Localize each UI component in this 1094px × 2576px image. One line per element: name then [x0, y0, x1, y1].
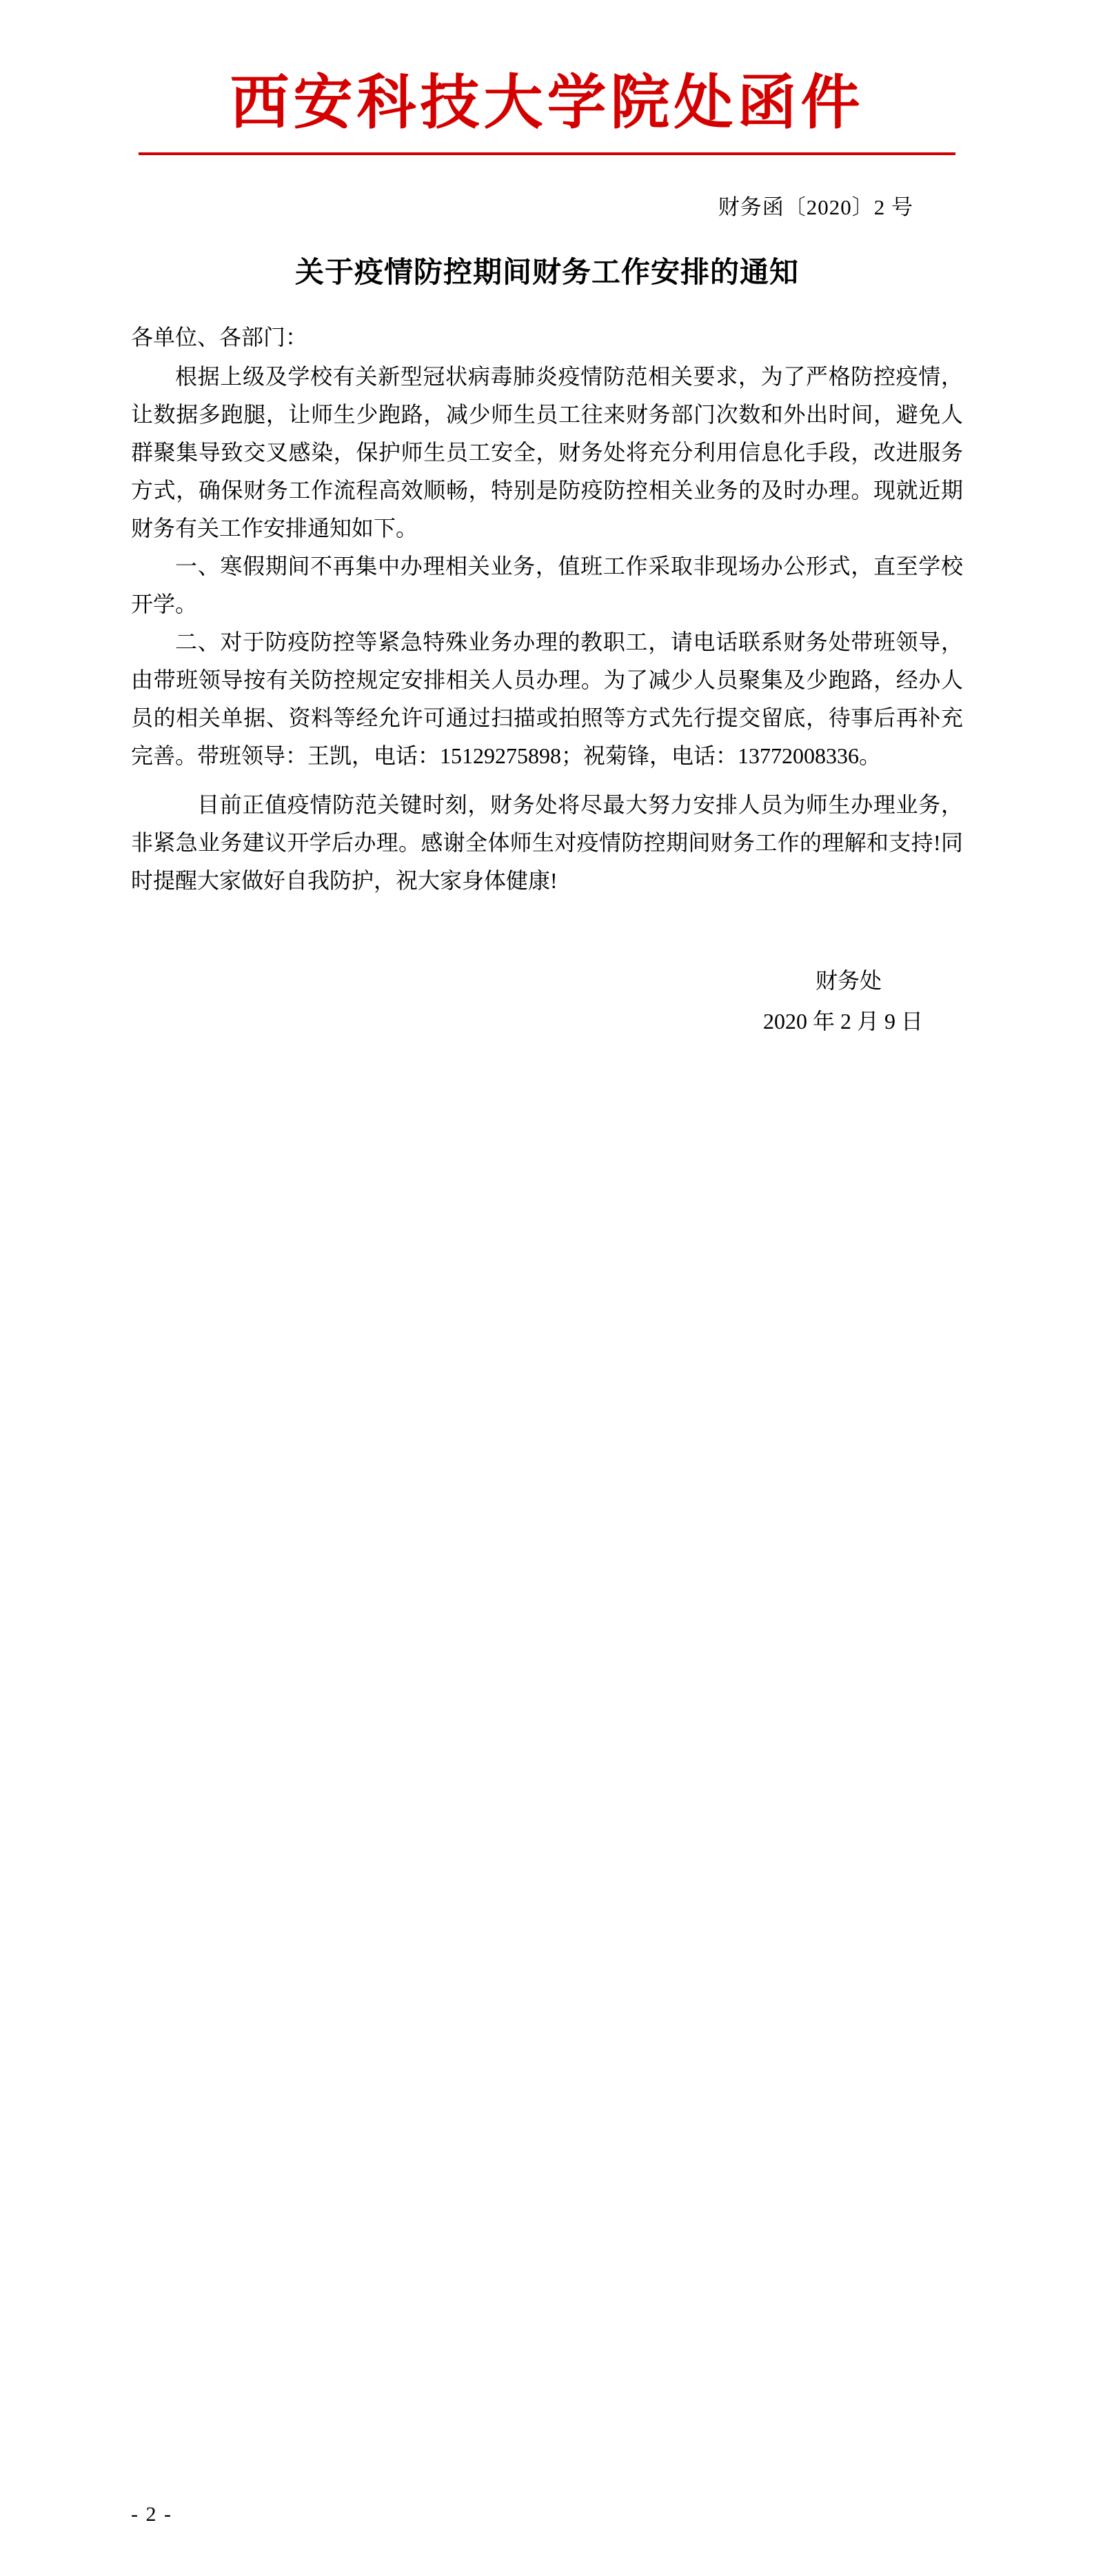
signature-department: 财务处	[815, 968, 882, 994]
page-number: - 2 -	[131, 2503, 172, 2526]
body-paragraph-1: 根据上级及学校有关新型冠状病毒肺炎疫情防范相关要求，为了严格防控疫情，让数据多跑腿，让师生少跑路，减少师生员工往来财务部门次数和外出时间，避免人群聚集导致交叉感染，保护师生员工安全，财务处将充分利用信息化手段，改进服务方式，确保财务工作流程高效顺畅，特别是防疫防控相关业务的及时办理。现就近期财务有关工作安排通知如下。	[131, 363, 963, 541]
letterhead	[131, 0, 963, 155]
document-number: 财务函〔2020〕2 号	[718, 194, 913, 219]
body-paragraph-closing: 目前正值疫情防范关键时刻，财务处将尽最大努力安排人员为师生办理业务，非紧急业务建议开学后办理。感谢全体师生对疫情防控期间财务工作的理解和支持!同时提醒大家做好自我防护，祝大家身体健康!	[131, 792, 963, 894]
salutation: 各单位、各部门：	[131, 324, 308, 350]
signature-date: 2020 年 2 月 9 日	[762, 1009, 923, 1034]
paragraph-spacer	[131, 775, 963, 786]
body-paragraph-3: 二、对于防疫防控等紧急特殊业务办理的教职工，请电话联系财务处带班领导，由带班领导按有关防控规定安排相关人员办理。为了减少人员聚集及少跑路，经办人员的相关单据、资料等经允许可通过扫描或拍照等方式先行提交留底，待事后再补充完善。带班领导：王凯，电话：15129275898；祝菊锋，电话：13772008336。	[131, 630, 963, 769]
letterhead-title: 西安科技大学院处函件	[230, 70, 864, 136]
letterhead-divider	[139, 152, 955, 155]
document-body	[131, 319, 963, 900]
signature-block	[131, 962, 963, 1040]
page-title: 关于疫情防控期间财务工作安排的通知	[294, 255, 799, 288]
body-paragraph-2: 一、寒假期间不再集中办理相关业务，值班工作采取非现场办公形式，直至学校开学。	[131, 554, 963, 617]
